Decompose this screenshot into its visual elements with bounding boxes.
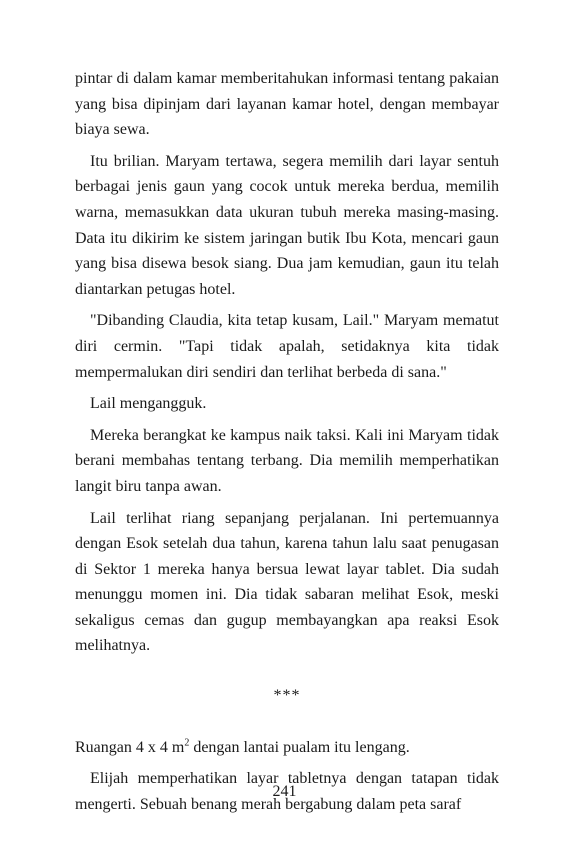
paragraph-lail-nod: Lail mengangguk. — [90, 395, 207, 413]
paragraph-taxi: Mereka berangkat ke kampus naik taksi. Kali ini Maryam tidak berani membahas tentang terbang. Dia memilih memperhatikan langit biru tanpa awan. — [75, 426, 499, 495]
paragraph-lail-riang: Lail terlihat riang sepanjang perjalanan. Ini pertemuannya dengan Esok setelah dua tahun, karena tahun lalu saat penugasan di Sektor 1 mereka hanya bersua lewat layar tablet. Dia sudah menunggu momen ini. Dia tidak sabaran melihat Esok, meski sekaligus cemas dan gugup membayangkan apa reaksi Esok melihatnya. — [75, 509, 499, 655]
section-separator: *** — [273, 687, 301, 705]
paragraph-ruangan — [75, 735, 499, 761]
superscript-two: 2 — [184, 737, 190, 749]
ruangan-text-after: dengan lantai pualam itu lengang. — [189, 738, 410, 756]
ruangan-text-before: Ruangan 4 x 4 m — [75, 738, 185, 756]
paragraph-dialogue-claudia: "Dibanding Claudia, kita tetap kusam, Lail." Maryam mematut diri cermin. "Tapi tidak apalah, setidaknya kita tidak mempermalukan diri sendiri dan terlihat berbeda di sana." — [75, 312, 499, 381]
paragraph-maryam-gaun: Itu brilian. Maryam tertawa, segera memilih dari layar sentuh berbagai jenis gaun yang cocok untuk mereka berdua, memilih warna, memasukkan data ukuran tubuh mereka masing-masing. Data itu dikirim ke sistem jaringan butik Ibu Kota, mencari gaun yang bisa disewa besok siang. Dua jam kemudian, gaun itu telah diantarkan petugas hotel. — [75, 152, 499, 298]
book-page-body — [75, 66, 499, 823]
page-number: 241 — [272, 783, 297, 800]
paragraph-continuation: pintar di dalam kamar memberitahukan informasi tentang pakaian yang bisa dipinjam dari layanan kamar hotel, dengan membayar biaya sewa. — [75, 70, 499, 139]
paragraph-elijah: Elijah memperhatikan layar tabletnya dengan tatapan tidak mengerti. Sebuah benang merah bergabung dalam peta saraf — [75, 770, 499, 813]
